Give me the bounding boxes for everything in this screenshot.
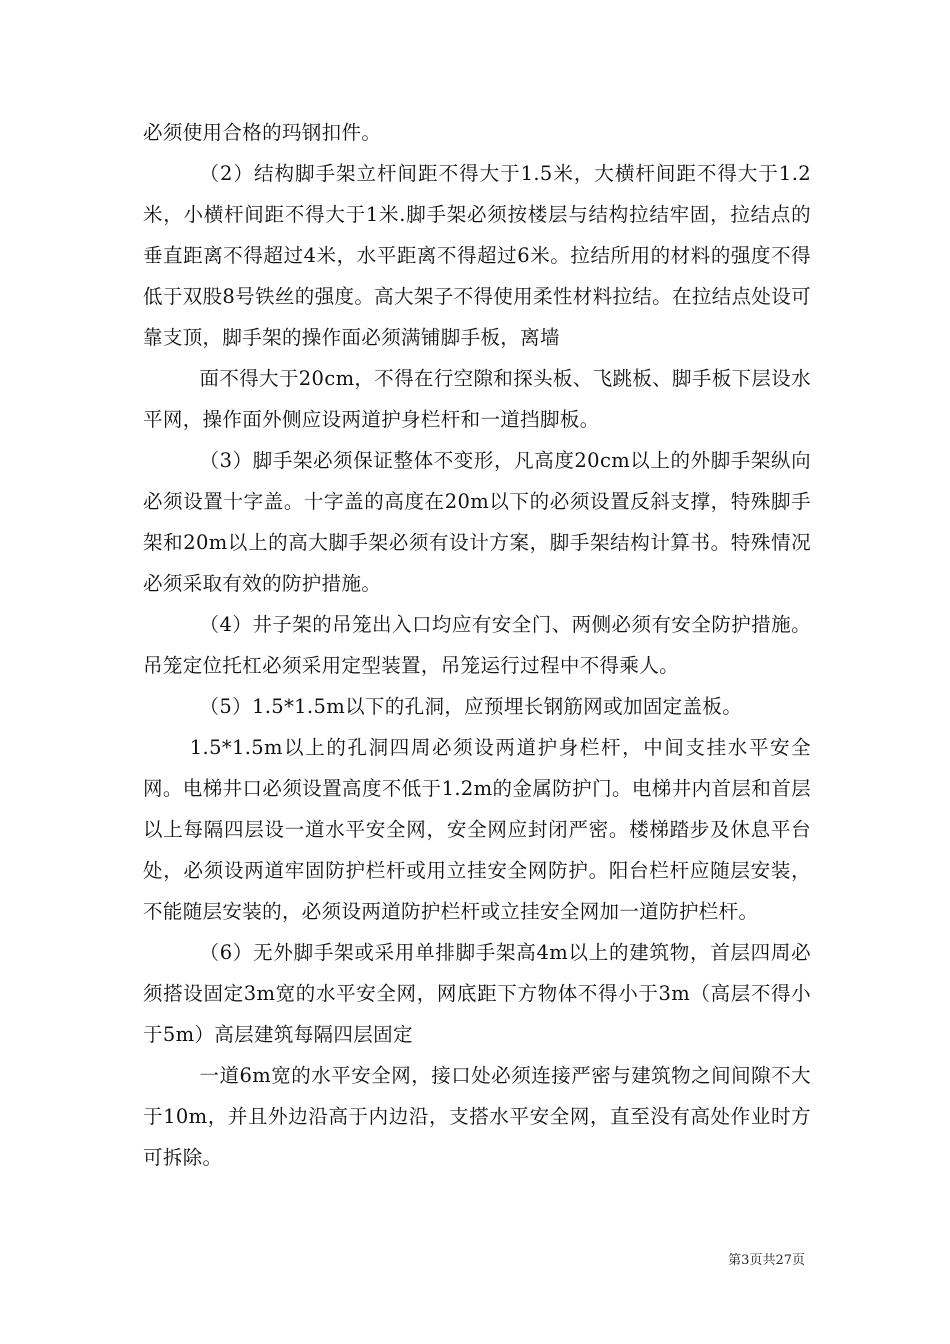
paragraph-3: 面不得大于20cm，不得在行空隙和探头板、飞跳板、脚手板下层设水平网，操作面外侧应设两道护身栏杆和一道挡脚板。 — [143, 367, 811, 431]
page-footer — [0, 1253, 950, 1269]
paragraph-1: 必须使用合格的玛钢扣件。 — [143, 121, 382, 144]
page-number: 第3页共27页 — [728, 1253, 805, 1268]
document-body — [143, 112, 811, 1178]
paragraph-6: （5）1.5*1.5m以下的孔洞，应预埋长钢筋网或加固定盖板。 — [199, 695, 743, 718]
paragraph-2: （2）结构脚手架立杆间距不得大于1.5米，大横杆间距不得大于1.2米，小横杆间距不得大于1米.脚手架必须按楼层与结构拉结牢固，拉结点的垂直距离不得超过4米，水平距离不得超过6米。拉结所用的材料的强度不得低于双股8号铁丝的强度。高大架子不得使用柔性材料拉结。在拉结点处设可靠支顶，脚手架的操作面必须满铺脚手板，离墙 — [143, 162, 811, 349]
paragraph-7: 1.5*1.5m以上的孔洞四周必须设两道护身栏杆，中间支挂水平安全网。电梯井口必须设置高度不低于1.2m的金属防护门。电梯井内首层和首层以上每隔四层设一道水平安全网，安全网应封闭严密。楼梯踏步及休息平台处，必须设两道牢固防护栏杆或用立挂安全网防护。阳台栏杆应随层安装，不能随层安装的，必须设两道防护栏杆或立挂安全网加一道防护栏杆。 — [143, 736, 811, 923]
paragraph-8: （6）无外脚手架或采用单排脚手架高4m以上的建筑物，首层四周必须搭设固定3m宽的水平安全网，网底距下方物体不得小于3m（高层不得小于5m）高层建筑每隔四层固定 — [143, 941, 811, 1046]
paragraph-9: 一道6m宽的水平安全网，接口处必须连接严密与建筑物之间间隙不大于10m，并且外边沿高于内边沿，支搭水平安全网，直至没有高处作业时方可拆除。 — [143, 1064, 811, 1169]
paragraph-5: （4）井子架的吊笼出入口均应有安全门、两侧必须有安全防护措施。吊笼定位托杠必须采用定型装置，吊笼运行过程中不得乘人。 — [143, 613, 811, 677]
paragraph-4: （3）脚手架必须保证整体不变形，凡高度20cm以上的外脚手架纵向必须设置十字盖。十字盖的高度在20m以下的必须设置反斜支撑，特殊脚手架和20m以上的高大脚手架必须有设计方案，脚手架结构计算书。特殊情况必须采取有效的防护措施。 — [143, 449, 811, 595]
